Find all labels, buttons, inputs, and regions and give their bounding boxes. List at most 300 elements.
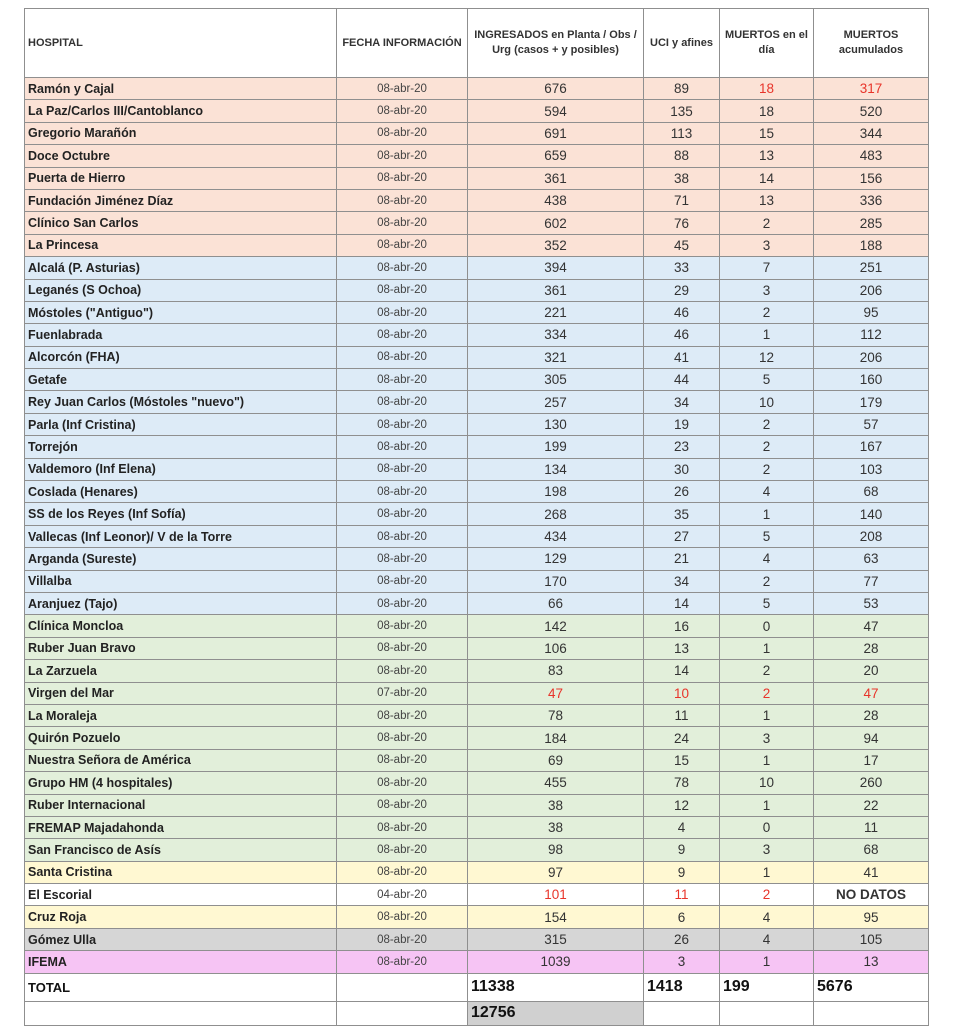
cell-fecha: 08-abr-20 bbox=[337, 794, 468, 816]
cell-muertos-acumulados: 156 bbox=[814, 167, 929, 189]
table-row bbox=[25, 122, 929, 144]
cell-fecha: 08-abr-20 bbox=[337, 592, 468, 614]
cell-muertos-acumulados: 28 bbox=[814, 637, 929, 659]
grand-total-row bbox=[25, 1001, 929, 1025]
cell-muertos-dia: 18 bbox=[720, 100, 814, 122]
cell-ingresados: 455 bbox=[468, 772, 644, 794]
cell-muertos-acumulados: 47 bbox=[814, 615, 929, 637]
total-ingresados: 11338 bbox=[468, 973, 644, 1001]
cell-hospital: Quirón Pozuelo bbox=[25, 727, 337, 749]
cell-fecha: 08-abr-20 bbox=[337, 100, 468, 122]
hospital-data-table bbox=[24, 8, 929, 1026]
cell-muertos-acumulados: 208 bbox=[814, 525, 929, 547]
cell-muertos-acumulados: 41 bbox=[814, 861, 929, 883]
cell-ingresados: 221 bbox=[468, 301, 644, 323]
cell-uci: 3 bbox=[644, 951, 720, 973]
cell-hospital: Getafe bbox=[25, 369, 337, 391]
table-row bbox=[25, 481, 929, 503]
cell-ingresados: 78 bbox=[468, 704, 644, 726]
table-row bbox=[25, 145, 929, 167]
table-row bbox=[25, 570, 929, 592]
cell-uci: 89 bbox=[644, 78, 720, 100]
cell-ingresados: 594 bbox=[468, 100, 644, 122]
cell-ingresados: 129 bbox=[468, 548, 644, 570]
table-row bbox=[25, 100, 929, 122]
cell-fecha: 08-abr-20 bbox=[337, 615, 468, 637]
cell-ingresados: 38 bbox=[468, 816, 644, 838]
cell-muertos-acumulados: 68 bbox=[814, 481, 929, 503]
table-row bbox=[25, 682, 929, 704]
cell-muertos-dia: 15 bbox=[720, 122, 814, 144]
cell-muertos-dia: 7 bbox=[720, 257, 814, 279]
table-row bbox=[25, 592, 929, 614]
table-row bbox=[25, 951, 929, 973]
cell-ingresados: 361 bbox=[468, 279, 644, 301]
cell-muertos-dia: 4 bbox=[720, 906, 814, 928]
cell-muertos-dia: 13 bbox=[720, 145, 814, 167]
cell-hospital: Gómez Ulla bbox=[25, 928, 337, 950]
cell-ingresados: 38 bbox=[468, 794, 644, 816]
cell-muertos-dia: 1 bbox=[720, 324, 814, 346]
cell-muertos-acumulados: 179 bbox=[814, 391, 929, 413]
cell-muertos-dia: 1 bbox=[720, 503, 814, 525]
cell-ingresados: 361 bbox=[468, 167, 644, 189]
cell-muertos-dia: 3 bbox=[720, 279, 814, 301]
cell-fecha: 07-abr-20 bbox=[337, 682, 468, 704]
cell-hospital: Gregorio Marañón bbox=[25, 122, 337, 144]
cell-hospital: Fuenlabrada bbox=[25, 324, 337, 346]
cell-fecha: 08-abr-20 bbox=[337, 816, 468, 838]
table-row bbox=[25, 727, 929, 749]
cell-ingresados: 334 bbox=[468, 324, 644, 346]
table-row bbox=[25, 369, 929, 391]
cell-muertos-dia: 2 bbox=[720, 570, 814, 592]
cell-ingresados: 315 bbox=[468, 928, 644, 950]
cell-uci: 71 bbox=[644, 189, 720, 211]
cell-muertos-dia: 2 bbox=[720, 660, 814, 682]
cell-uci: 135 bbox=[644, 100, 720, 122]
cell-muertos-acumulados: 17 bbox=[814, 749, 929, 771]
cell-fecha: 08-abr-20 bbox=[337, 570, 468, 592]
cell-ingresados: 47 bbox=[468, 682, 644, 704]
cell-muertos-acumulados: 206 bbox=[814, 346, 929, 368]
total-label: TOTAL bbox=[25, 973, 337, 1001]
cell-uci: 26 bbox=[644, 928, 720, 950]
cell-muertos-acumulados: 11 bbox=[814, 816, 929, 838]
cell-fecha: 08-abr-20 bbox=[337, 839, 468, 861]
cell-fecha: 08-abr-20 bbox=[337, 436, 468, 458]
cell-uci: 34 bbox=[644, 570, 720, 592]
cell-uci: 26 bbox=[644, 481, 720, 503]
cell-uci: 12 bbox=[644, 794, 720, 816]
table-row bbox=[25, 906, 929, 928]
cell-uci: 11 bbox=[644, 704, 720, 726]
table-row bbox=[25, 548, 929, 570]
cell-muertos-acumulados: 103 bbox=[814, 458, 929, 480]
cell-fecha: 08-abr-20 bbox=[337, 660, 468, 682]
cell-muertos-dia: 2 bbox=[720, 884, 814, 906]
cell-ingresados: 676 bbox=[468, 78, 644, 100]
cell-muertos-acumulados: 77 bbox=[814, 570, 929, 592]
cell-fecha: 08-abr-20 bbox=[337, 391, 468, 413]
cell-fecha: 08-abr-20 bbox=[337, 212, 468, 234]
cell-ingresados: 257 bbox=[468, 391, 644, 413]
grand-empty-5 bbox=[814, 1001, 929, 1025]
cell-hospital: Virgen del Mar bbox=[25, 682, 337, 704]
table-row bbox=[25, 503, 929, 525]
header-fecha: FECHA INFORMACIÓN bbox=[337, 9, 468, 78]
cell-muertos-acumulados: NO DATOS bbox=[814, 884, 929, 906]
cell-muertos-acumulados: 285 bbox=[814, 212, 929, 234]
total-row bbox=[25, 973, 929, 1001]
cell-hospital: Torrejón bbox=[25, 436, 337, 458]
cell-hospital: Puerta de Hierro bbox=[25, 167, 337, 189]
grand-empty-2 bbox=[337, 1001, 468, 1025]
cell-muertos-acumulados: 167 bbox=[814, 436, 929, 458]
cell-muertos-dia: 3 bbox=[720, 839, 814, 861]
cell-fecha: 08-abr-20 bbox=[337, 772, 468, 794]
cell-fecha: 08-abr-20 bbox=[337, 548, 468, 570]
cell-muertos-acumulados: 336 bbox=[814, 189, 929, 211]
cell-muertos-acumulados: 47 bbox=[814, 682, 929, 704]
cell-fecha: 04-abr-20 bbox=[337, 884, 468, 906]
cell-uci: 15 bbox=[644, 749, 720, 771]
cell-uci: 113 bbox=[644, 122, 720, 144]
cell-hospital: Parla (Inf Cristina) bbox=[25, 413, 337, 435]
cell-hospital: Alcorcón (FHA) bbox=[25, 346, 337, 368]
cell-fecha: 08-abr-20 bbox=[337, 234, 468, 256]
table-row bbox=[25, 816, 929, 838]
cell-hospital: Clínico San Carlos bbox=[25, 212, 337, 234]
cell-hospital: Móstoles ("Antiguo") bbox=[25, 301, 337, 323]
cell-muertos-dia: 4 bbox=[720, 481, 814, 503]
header-muertos-acumulados: MUERTOS acumulados bbox=[814, 9, 929, 78]
cell-fecha: 08-abr-20 bbox=[337, 122, 468, 144]
header-row bbox=[25, 9, 929, 78]
cell-fecha: 08-abr-20 bbox=[337, 481, 468, 503]
cell-hospital: Doce Octubre bbox=[25, 145, 337, 167]
table-row bbox=[25, 458, 929, 480]
grand-empty-3 bbox=[644, 1001, 720, 1025]
cell-uci: 45 bbox=[644, 234, 720, 256]
cell-fecha: 08-abr-20 bbox=[337, 637, 468, 659]
cell-muertos-acumulados: 105 bbox=[814, 928, 929, 950]
cell-uci: 16 bbox=[644, 615, 720, 637]
cell-muertos-acumulados: 520 bbox=[814, 100, 929, 122]
cell-hospital: Clínica Moncloa bbox=[25, 615, 337, 637]
cell-hospital: Santa Cristina bbox=[25, 861, 337, 883]
table-row bbox=[25, 704, 929, 726]
cell-ingresados: 198 bbox=[468, 481, 644, 503]
cell-uci: 6 bbox=[644, 906, 720, 928]
cell-muertos-dia: 18 bbox=[720, 78, 814, 100]
cell-muertos-acumulados: 22 bbox=[814, 794, 929, 816]
cell-uci: 19 bbox=[644, 413, 720, 435]
cell-muertos-acumulados: 94 bbox=[814, 727, 929, 749]
cell-ingresados: 106 bbox=[468, 637, 644, 659]
cell-hospital: Ruber Internacional bbox=[25, 794, 337, 816]
cell-hospital: Valdemoro (Inf Elena) bbox=[25, 458, 337, 480]
cell-ingresados: 305 bbox=[468, 369, 644, 391]
cell-ingresados: 438 bbox=[468, 189, 644, 211]
cell-ingresados: 154 bbox=[468, 906, 644, 928]
cell-muertos-dia: 2 bbox=[720, 413, 814, 435]
cell-uci: 23 bbox=[644, 436, 720, 458]
cell-muertos-dia: 13 bbox=[720, 189, 814, 211]
cell-fecha: 08-abr-20 bbox=[337, 458, 468, 480]
cell-ingresados: 199 bbox=[468, 436, 644, 458]
cell-ingresados: 83 bbox=[468, 660, 644, 682]
header-muertos-dia: MUERTOS en el día bbox=[720, 9, 814, 78]
cell-uci: 14 bbox=[644, 660, 720, 682]
cell-muertos-dia: 0 bbox=[720, 816, 814, 838]
cell-ingresados: 66 bbox=[468, 592, 644, 614]
cell-muertos-acumulados: 57 bbox=[814, 413, 929, 435]
cell-muertos-acumulados: 28 bbox=[814, 704, 929, 726]
cell-hospital: La Moraleja bbox=[25, 704, 337, 726]
cell-muertos-dia: 2 bbox=[720, 212, 814, 234]
cell-muertos-dia: 2 bbox=[720, 458, 814, 480]
cell-muertos-dia: 3 bbox=[720, 234, 814, 256]
spreadsheet bbox=[24, 8, 928, 1026]
cell-hospital: Alcalá (P. Asturias) bbox=[25, 257, 337, 279]
cell-hospital: FREMAP Majadahonda bbox=[25, 816, 337, 838]
cell-muertos-dia: 1 bbox=[720, 951, 814, 973]
cell-muertos-acumulados: 95 bbox=[814, 906, 929, 928]
cell-hospital: Ruber Juan Bravo bbox=[25, 637, 337, 659]
cell-uci: 78 bbox=[644, 772, 720, 794]
cell-muertos-dia: 0 bbox=[720, 615, 814, 637]
table-row bbox=[25, 637, 929, 659]
table-row bbox=[25, 928, 929, 950]
table-row bbox=[25, 167, 929, 189]
cell-uci: 30 bbox=[644, 458, 720, 480]
cell-muertos-acumulados: 206 bbox=[814, 279, 929, 301]
cell-fecha: 08-abr-20 bbox=[337, 189, 468, 211]
cell-fecha: 08-abr-20 bbox=[337, 727, 468, 749]
cell-ingresados: 97 bbox=[468, 861, 644, 883]
cell-muertos-acumulados: 317 bbox=[814, 78, 929, 100]
cell-hospital: Grupo HM (4 hospitales) bbox=[25, 772, 337, 794]
cell-hospital: Leganés (S Ochoa) bbox=[25, 279, 337, 301]
grand-total: 12756 bbox=[468, 1001, 644, 1025]
cell-uci: 11 bbox=[644, 884, 720, 906]
total-muertos-dia: 199 bbox=[720, 973, 814, 1001]
cell-hospital: SS de los Reyes (Inf Sofía) bbox=[25, 503, 337, 525]
cell-uci: 4 bbox=[644, 816, 720, 838]
cell-muertos-dia: 4 bbox=[720, 548, 814, 570]
cell-muertos-acumulados: 188 bbox=[814, 234, 929, 256]
cell-ingresados: 602 bbox=[468, 212, 644, 234]
header-hospital: HOSPITAL bbox=[25, 9, 337, 78]
cell-hospital: Rey Juan Carlos (Móstoles "nuevo") bbox=[25, 391, 337, 413]
cell-muertos-dia: 5 bbox=[720, 592, 814, 614]
cell-ingresados: 1039 bbox=[468, 951, 644, 973]
table-row bbox=[25, 78, 929, 100]
table-row bbox=[25, 212, 929, 234]
cell-fecha: 08-abr-20 bbox=[337, 257, 468, 279]
table-row bbox=[25, 257, 929, 279]
cell-uci: 33 bbox=[644, 257, 720, 279]
cell-fecha: 08-abr-20 bbox=[337, 704, 468, 726]
cell-muertos-acumulados: 20 bbox=[814, 660, 929, 682]
cell-muertos-dia: 2 bbox=[720, 682, 814, 704]
table-row bbox=[25, 749, 929, 771]
table-row bbox=[25, 279, 929, 301]
cell-ingresados: 352 bbox=[468, 234, 644, 256]
header-ingresados: INGRESADOS en Planta / Obs / Urg (casos + y posibles) bbox=[468, 9, 644, 78]
cell-uci: 29 bbox=[644, 279, 720, 301]
cell-fecha: 08-abr-20 bbox=[337, 906, 468, 928]
cell-muertos-acumulados: 63 bbox=[814, 548, 929, 570]
table-body bbox=[25, 78, 929, 974]
cell-hospital: Arganda (Sureste) bbox=[25, 548, 337, 570]
cell-fecha: 08-abr-20 bbox=[337, 301, 468, 323]
table-row bbox=[25, 615, 929, 637]
table-row bbox=[25, 234, 929, 256]
cell-muertos-acumulados: 95 bbox=[814, 301, 929, 323]
cell-uci: 46 bbox=[644, 301, 720, 323]
cell-ingresados: 142 bbox=[468, 615, 644, 637]
cell-hospital: Vallecas (Inf Leonor)/ V de la Torre bbox=[25, 525, 337, 547]
cell-uci: 9 bbox=[644, 839, 720, 861]
cell-ingresados: 101 bbox=[468, 884, 644, 906]
grand-empty-1 bbox=[25, 1001, 337, 1025]
cell-fecha: 08-abr-20 bbox=[337, 78, 468, 100]
cell-uci: 21 bbox=[644, 548, 720, 570]
cell-muertos-dia: 2 bbox=[720, 436, 814, 458]
table-row bbox=[25, 772, 929, 794]
cell-hospital: El Escorial bbox=[25, 884, 337, 906]
cell-muertos-acumulados: 13 bbox=[814, 951, 929, 973]
cell-muertos-dia: 1 bbox=[720, 749, 814, 771]
cell-hospital: La Zarzuela bbox=[25, 660, 337, 682]
cell-fecha: 08-abr-20 bbox=[337, 346, 468, 368]
cell-uci: 14 bbox=[644, 592, 720, 614]
table-row bbox=[25, 324, 929, 346]
cell-muertos-dia: 10 bbox=[720, 391, 814, 413]
cell-uci: 34 bbox=[644, 391, 720, 413]
table-row bbox=[25, 525, 929, 547]
cell-uci: 27 bbox=[644, 525, 720, 547]
cell-hospital: Villalba bbox=[25, 570, 337, 592]
cell-muertos-dia: 14 bbox=[720, 167, 814, 189]
cell-uci: 13 bbox=[644, 637, 720, 659]
cell-muertos-dia: 5 bbox=[720, 369, 814, 391]
cell-fecha: 08-abr-20 bbox=[337, 503, 468, 525]
cell-ingresados: 170 bbox=[468, 570, 644, 592]
total-uci: 1418 bbox=[644, 973, 720, 1001]
table-row bbox=[25, 660, 929, 682]
table-row bbox=[25, 413, 929, 435]
table-row bbox=[25, 794, 929, 816]
cell-fecha: 08-abr-20 bbox=[337, 167, 468, 189]
cell-muertos-acumulados: 160 bbox=[814, 369, 929, 391]
total-muertos-acumulados: 5676 bbox=[814, 973, 929, 1001]
cell-uci: 41 bbox=[644, 346, 720, 368]
cell-uci: 46 bbox=[644, 324, 720, 346]
table-row bbox=[25, 436, 929, 458]
cell-fecha: 08-abr-20 bbox=[337, 413, 468, 435]
cell-hospital: San Francisco de Asís bbox=[25, 839, 337, 861]
cell-muertos-dia: 5 bbox=[720, 525, 814, 547]
cell-hospital: Coslada (Henares) bbox=[25, 481, 337, 503]
cell-muertos-dia: 1 bbox=[720, 861, 814, 883]
cell-muertos-dia: 4 bbox=[720, 928, 814, 950]
cell-hospital: Aranjuez (Tajo) bbox=[25, 592, 337, 614]
cell-hospital: La Paz/Carlos III/Cantoblanco bbox=[25, 100, 337, 122]
cell-ingresados: 98 bbox=[468, 839, 644, 861]
cell-ingresados: 69 bbox=[468, 749, 644, 771]
cell-hospital: IFEMA bbox=[25, 951, 337, 973]
cell-hospital: Nuestra Señora de América bbox=[25, 749, 337, 771]
cell-ingresados: 394 bbox=[468, 257, 644, 279]
cell-muertos-acumulados: 344 bbox=[814, 122, 929, 144]
cell-fecha: 08-abr-20 bbox=[337, 861, 468, 883]
cell-ingresados: 268 bbox=[468, 503, 644, 525]
cell-ingresados: 434 bbox=[468, 525, 644, 547]
grand-empty-4 bbox=[720, 1001, 814, 1025]
cell-muertos-acumulados: 483 bbox=[814, 145, 929, 167]
table-row bbox=[25, 884, 929, 906]
table-row bbox=[25, 861, 929, 883]
cell-uci: 9 bbox=[644, 861, 720, 883]
cell-fecha: 08-abr-20 bbox=[337, 324, 468, 346]
cell-muertos-acumulados: 260 bbox=[814, 772, 929, 794]
cell-fecha: 08-abr-20 bbox=[337, 145, 468, 167]
cell-fecha: 08-abr-20 bbox=[337, 369, 468, 391]
cell-muertos-acumulados: 112 bbox=[814, 324, 929, 346]
cell-muertos-acumulados: 140 bbox=[814, 503, 929, 525]
cell-ingresados: 321 bbox=[468, 346, 644, 368]
cell-fecha: 08-abr-20 bbox=[337, 951, 468, 973]
cell-muertos-dia: 3 bbox=[720, 727, 814, 749]
cell-muertos-acumulados: 53 bbox=[814, 592, 929, 614]
cell-muertos-dia: 1 bbox=[720, 637, 814, 659]
table-row bbox=[25, 301, 929, 323]
cell-uci: 35 bbox=[644, 503, 720, 525]
cell-fecha: 08-abr-20 bbox=[337, 525, 468, 547]
cell-uci: 76 bbox=[644, 212, 720, 234]
cell-hospital: Ramón y Cajal bbox=[25, 78, 337, 100]
header-uci: UCI y afines bbox=[644, 9, 720, 78]
cell-muertos-dia: 12 bbox=[720, 346, 814, 368]
table-row bbox=[25, 189, 929, 211]
cell-muertos-acumulados: 68 bbox=[814, 839, 929, 861]
cell-ingresados: 659 bbox=[468, 145, 644, 167]
cell-uci: 88 bbox=[644, 145, 720, 167]
cell-ingresados: 134 bbox=[468, 458, 644, 480]
cell-uci: 44 bbox=[644, 369, 720, 391]
total-fecha-empty bbox=[337, 973, 468, 1001]
cell-muertos-dia: 2 bbox=[720, 301, 814, 323]
table-row bbox=[25, 839, 929, 861]
table-row bbox=[25, 391, 929, 413]
cell-hospital: La Princesa bbox=[25, 234, 337, 256]
cell-uci: 24 bbox=[644, 727, 720, 749]
cell-muertos-dia: 1 bbox=[720, 794, 814, 816]
cell-hospital: Cruz Roja bbox=[25, 906, 337, 928]
table-row bbox=[25, 346, 929, 368]
cell-ingresados: 691 bbox=[468, 122, 644, 144]
cell-hospital: Fundación Jiménez Díaz bbox=[25, 189, 337, 211]
cell-fecha: 08-abr-20 bbox=[337, 928, 468, 950]
cell-ingresados: 130 bbox=[468, 413, 644, 435]
cell-fecha: 08-abr-20 bbox=[337, 279, 468, 301]
cell-muertos-acumulados: 251 bbox=[814, 257, 929, 279]
cell-uci: 10 bbox=[644, 682, 720, 704]
cell-fecha: 08-abr-20 bbox=[337, 749, 468, 771]
